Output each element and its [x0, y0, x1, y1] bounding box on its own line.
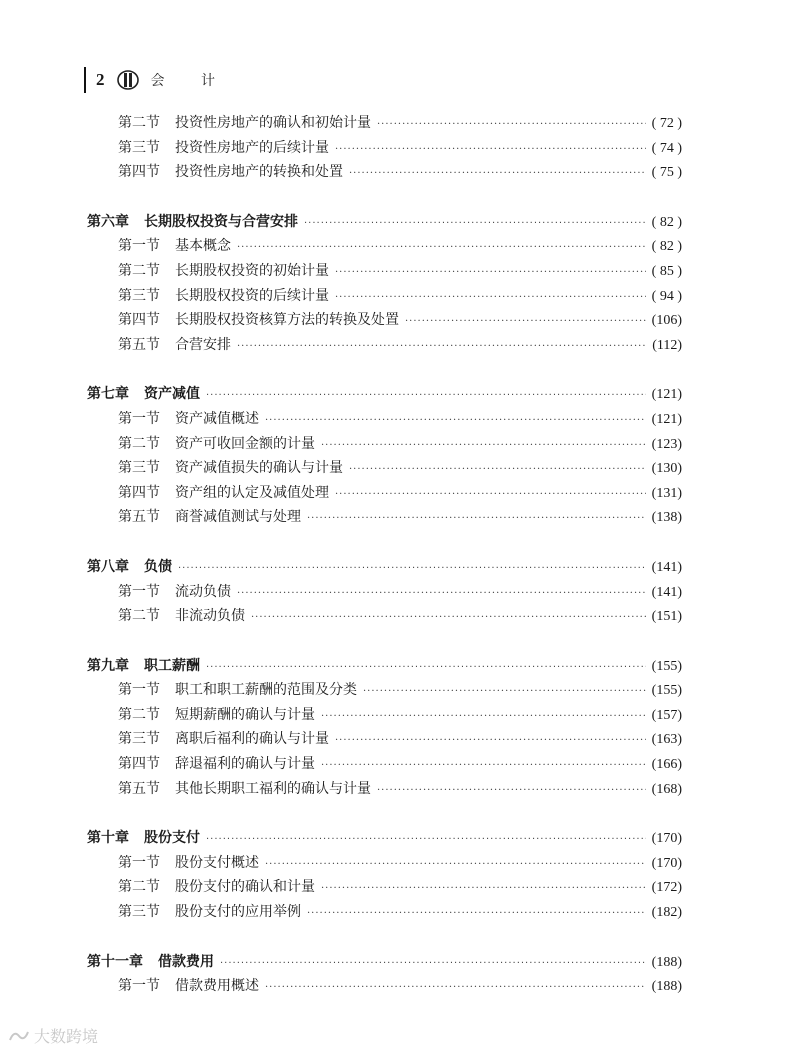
toc-chapter-entry[interactable]	[87, 556, 682, 581]
toc-entry-page: ( 75 )	[651, 165, 682, 181]
toc-entry-label: 第五节	[118, 336, 160, 353]
toc-gap	[87, 186, 682, 211]
toc-leader-dots	[335, 292, 646, 303]
toc-leader-dots	[237, 588, 646, 599]
toc-leader-dots	[335, 267, 646, 278]
toc-entry-page: (121)	[651, 387, 682, 403]
toc-entry-page: (141)	[651, 584, 682, 600]
toc-section-entry[interactable]	[87, 852, 682, 877]
toc-entry-title: 投资性房地产的确认和初始计量	[175, 115, 371, 131]
toc-leader-dots	[349, 168, 646, 179]
toc-entry-page: ( 74 )	[651, 140, 682, 156]
toc-section-entry[interactable]	[87, 309, 682, 334]
toc-gap	[87, 630, 682, 655]
toc-section-entry[interactable]	[87, 901, 682, 926]
toc-entry-title: 资产减值	[144, 386, 200, 403]
toc-entry-label: 第四节	[118, 164, 160, 181]
toc-entry-page: ( 94 )	[651, 288, 682, 304]
toc-entry-title: 股份支付概述	[175, 854, 259, 871]
toc-entry-page: (172)	[651, 880, 682, 896]
toc-leader-dots	[304, 218, 646, 229]
toc-section-entry[interactable]	[87, 876, 682, 901]
toc-leader-dots	[265, 415, 646, 426]
watermark	[8, 1024, 98, 1047]
toc-entry-page: (151)	[651, 609, 682, 625]
toc-section-entry[interactable]	[87, 235, 682, 260]
toc-entry-title: 借款费用	[158, 953, 214, 970]
toc-leader-dots	[307, 513, 646, 524]
toc-entry-label: 第二节	[118, 706, 160, 723]
toc-entry-title: 长期股权投资核算方法的转换及处置	[175, 312, 399, 329]
toc-entry-title: 资产可收回金额的计量	[175, 435, 315, 452]
toc-leader-dots	[405, 316, 646, 327]
toc-entry-label: 第三节	[118, 904, 160, 921]
book-title: 会 计	[150, 73, 231, 89]
toc-section-entry[interactable]	[87, 457, 682, 482]
toc-gap	[87, 531, 682, 556]
toc-entry-page: (170)	[651, 831, 682, 847]
toc-entry-title: 投资性房地产的转换和处置	[175, 164, 343, 181]
toc-entry-page: (166)	[651, 757, 682, 773]
toc-entry-page: ( 82 )	[651, 214, 682, 230]
toc-leader-dots	[251, 612, 646, 623]
toc-chapter-entry[interactable]	[87, 383, 682, 408]
toc-entry-page: ( 72 )	[651, 116, 682, 131]
toc-section-entry[interactable]	[87, 581, 682, 606]
toc-chapter-entry[interactable]	[87, 951, 682, 976]
toc-entry-title: 股份支付的应用举例	[175, 904, 301, 921]
toc-section-entry[interactable]	[87, 975, 682, 1000]
toc-leader-dots	[206, 834, 646, 845]
toc-entry-label: 第四节	[118, 312, 160, 329]
toc-entry-page: (182)	[651, 905, 682, 921]
toc-entry-page: (141)	[651, 559, 682, 575]
toc-entry-page: (130)	[651, 461, 682, 477]
toc-entry-page: (112)	[652, 337, 682, 353]
toc-entry-label: 第四节	[118, 484, 160, 501]
toc-entry-label: 第三节	[118, 139, 160, 156]
toc-entry-title: 长期股权投资的初始计量	[175, 262, 329, 279]
toc-entry-label: 第二节	[118, 115, 160, 131]
toc-entry-page: (121)	[651, 411, 682, 427]
toc-entry-page: (155)	[651, 683, 682, 699]
toc-entry-title: 合营安排	[175, 336, 231, 353]
toc-section-entry[interactable]	[87, 161, 682, 186]
toc-leader-dots	[363, 686, 646, 697]
toc-section-entry[interactable]	[87, 112, 682, 137]
toc-entry-label: 第一节	[118, 583, 160, 600]
toc-entry-label: 第一节	[118, 682, 160, 699]
toc-section-entry[interactable]	[87, 260, 682, 285]
toc-entry-label: 第三节	[118, 460, 160, 477]
toc-entry-page: (163)	[651, 732, 682, 748]
toc-leader-dots	[321, 883, 646, 894]
toc-section-entry[interactable]	[87, 753, 682, 778]
toc-entry-page: (170)	[651, 855, 682, 871]
toc-entry-title: 股份支付	[144, 830, 200, 847]
toc-leader-dots	[220, 958, 646, 969]
toc-entry-page: (188)	[651, 979, 682, 995]
toc-entry-label: 第六章	[87, 213, 129, 230]
toc-entry-page: (157)	[651, 707, 682, 723]
page-number: 2	[96, 70, 105, 89]
toc-leader-dots	[349, 464, 646, 475]
toc-entry-label: 第一节	[118, 238, 160, 255]
toc-entry-label: 第七章	[87, 386, 129, 403]
toc-section-entry[interactable]	[87, 433, 682, 458]
toc-entry-label: 第三节	[118, 287, 160, 304]
toc-chapter-entry[interactable]	[87, 827, 682, 852]
toc-entry-title: 资产减值损失的确认与计量	[175, 460, 343, 477]
toc-leader-dots	[307, 908, 646, 919]
toc-entry-label: 第五节	[118, 780, 160, 797]
toc-entry-label: 第一节	[118, 854, 160, 871]
toc-gap	[87, 358, 682, 383]
toc-chapter-entry[interactable]	[87, 211, 682, 236]
toc-entry-label: 第十章	[87, 830, 129, 847]
toc-section-entry[interactable]	[87, 728, 682, 753]
toc-leader-dots	[178, 563, 646, 574]
toc-section-entry[interactable]	[87, 605, 682, 630]
toc-entry-page: ( 85 )	[651, 263, 682, 279]
toc-entry-label: 第一节	[118, 410, 160, 427]
toc-leader-dots	[237, 242, 646, 253]
toc-entry-title: 资产减值概述	[175, 410, 259, 427]
toc-entry-label: 第二节	[118, 879, 160, 896]
toc-entry-title: 短期薪酬的确认与计量	[175, 706, 315, 723]
toc-entry-title: 流动负债	[175, 583, 231, 600]
toc-entry-page: (155)	[651, 658, 682, 674]
toc-entry-page: (138)	[651, 510, 682, 526]
toc-entry-title: 非流动负债	[175, 608, 245, 625]
toc-leader-dots	[321, 711, 646, 722]
toc-section-entry[interactable]	[87, 506, 682, 531]
toc-leader-dots	[321, 440, 646, 451]
toc-entry-title: 长期股权投资的后续计量	[175, 287, 329, 304]
toc-leader-dots	[206, 662, 646, 673]
toc-leader-dots	[265, 859, 646, 870]
toc-leader-dots	[335, 489, 646, 500]
toc-section-entry[interactable]	[87, 482, 682, 507]
toc-chapter-entry[interactable]	[87, 655, 682, 680]
toc-entry-title: 基本概念	[175, 238, 231, 255]
toc-section-entry[interactable]	[87, 285, 682, 310]
toc-entry-label: 第八章	[87, 558, 129, 575]
toc-entry-title: 长期股权投资与合营安排	[144, 213, 298, 230]
toc-entry-title: 负债	[144, 558, 172, 575]
toc-entry-page: (168)	[651, 781, 682, 797]
toc-entry-label: 第十一章	[87, 953, 143, 970]
toc-gap	[87, 926, 682, 951]
toc-leader-dots	[321, 760, 646, 771]
toc-section-entry[interactable]	[87, 408, 682, 433]
toc-leader-dots	[206, 390, 646, 401]
toc-entry-title: 借款费用概述	[175, 978, 259, 995]
toc-entry-label: 第一节	[118, 978, 160, 995]
toc-entry-label: 第二节	[118, 435, 160, 452]
toc-entry-title: 离职后福利的确认与计量	[175, 731, 329, 748]
toc-leader-dots	[265, 982, 646, 993]
toc-section-entry[interactable]	[87, 137, 682, 162]
toc-leader-dots	[237, 341, 646, 352]
toc-entry-page: (188)	[651, 954, 682, 970]
toc-section-entry[interactable]	[87, 679, 682, 704]
page-header	[84, 66, 231, 94]
toc-entry-title: 职工薪酬	[144, 657, 200, 674]
watermark-logo-icon	[8, 1028, 30, 1044]
toc-entry-label: 第二节	[118, 608, 160, 625]
toc-entry-page: ( 82 )	[651, 239, 682, 255]
toc-entry-label: 第四节	[118, 756, 160, 773]
toc-entry-page: (123)	[651, 436, 682, 452]
toc-entry-title: 资产组的认定及减值处理	[175, 484, 329, 501]
toc-leader-dots	[335, 735, 646, 746]
toc-entry-label: 第二节	[118, 262, 160, 279]
toc-section-entry[interactable]	[87, 334, 682, 359]
toc-entry-title: 商誉减值测试与处理	[175, 509, 301, 526]
toc-entry-page: (106)	[651, 313, 682, 329]
watermark-text: 大数跨境	[34, 1027, 99, 1046]
table-of-contents	[87, 112, 682, 1000]
toc-gap	[87, 802, 682, 827]
toc-leader-dots	[335, 144, 646, 155]
toc-entry-title: 投资性房地产的后续计量	[175, 139, 329, 156]
toc-entry-label: 第九章	[87, 657, 129, 674]
toc-leader-dots	[377, 119, 646, 130]
toc-section-entry[interactable]	[87, 778, 682, 803]
toc-entry-title: 股份支付的确认和计量	[175, 879, 315, 896]
toc-entry-page: (131)	[651, 485, 682, 501]
toc-entry-label: 第五节	[118, 509, 160, 526]
toc-entry-title: 职工和职工薪酬的范围及分类	[175, 682, 357, 699]
toc-section-entry[interactable]	[87, 704, 682, 729]
toc-entry-label: 第三节	[118, 731, 160, 748]
publisher-logo-icon	[117, 70, 139, 90]
toc-leader-dots	[377, 785, 646, 796]
toc-entry-title: 其他长期职工福利的确认与计量	[175, 780, 371, 797]
header-rule	[84, 67, 86, 93]
toc-entry-title: 辞退福利的确认与计量	[175, 756, 315, 773]
